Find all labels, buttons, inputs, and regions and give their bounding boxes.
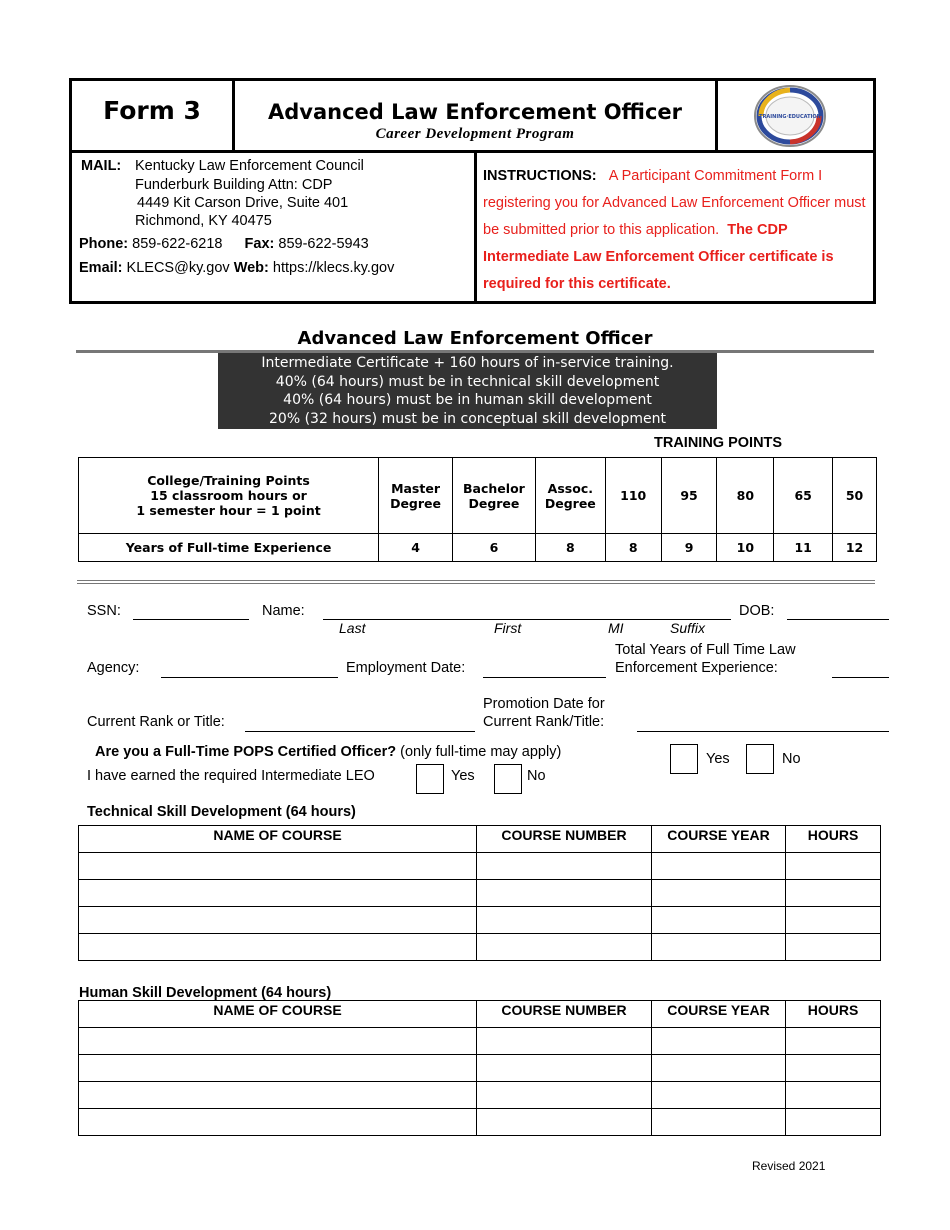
svg-text:TRAINING·EDUCATION: TRAINING·EDUCATION [759,114,821,120]
email-label: Email: [79,260,123,276]
employment-date-label: Employment Date: [346,660,466,676]
table-cell [717,458,774,534]
ssn-field[interactable] [133,619,249,620]
course-number-cell[interactable] [477,907,652,934]
address-line: Kentucky Law Enforcement Council [135,158,364,174]
course-name-cell[interactable] [79,1055,477,1082]
total-years-field[interactable] [832,677,889,678]
table-cell [379,458,453,534]
divider [715,78,718,152]
pops-question-text: Are you a Full-Time POPS Certified Officer? [95,744,397,760]
pops-yes-checkbox[interactable] [670,744,698,774]
divider [77,580,875,584]
course-name-cell[interactable] [79,853,477,880]
divider [474,150,477,304]
technical-section-title: Technical Skill Development (64 hours) [87,804,356,820]
course-name-cell[interactable] [79,907,477,934]
column-header: COURSE NUMBER [477,1001,652,1028]
table-row [79,1109,881,1136]
instructions-text: A Participant Commitment Form I registering you for Advanced Law Enforcement Officer must be submitted prior to this application. [483,168,866,238]
table-cell: Years of Full-time Experience [79,534,379,562]
pops-question-note: (only full-time may apply) [400,744,562,760]
web-label: Web: [233,260,269,276]
training-points-label: TRAINING POINTS [654,435,783,451]
first-name-caption: First [494,620,522,636]
training-points-table [78,457,877,562]
column-header: HOURS [786,1001,881,1028]
table-row [79,880,881,907]
technical-course-table [78,825,881,961]
cell-text: 50 [845,488,864,503]
pops-no-label: No [782,751,801,767]
human-course-table [78,1000,881,1136]
hours-cell[interactable] [786,880,881,907]
cell-text: 110 [620,488,647,503]
cell-text: 95 [680,488,698,503]
divider [69,150,876,153]
revision-note: Revised 2021 [752,1159,826,1173]
hours-cell[interactable] [786,907,881,934]
cell-text: Assoc. [547,480,593,496]
course-name-cell[interactable] [79,1028,477,1055]
table-cell: 9 [661,534,717,562]
phone-row [79,235,369,254]
web-value[interactable]: https://klecs.ky.gov [272,260,395,276]
table-cell: 12 [833,534,877,562]
cell-text: College/Training Points [147,473,310,488]
phone-label: Phone: [79,236,129,252]
cell-text: Degree [390,495,441,511]
agency-label: Agency: [87,660,140,676]
instructions-block [483,163,869,298]
course-number-cell[interactable] [477,853,652,880]
table-header-row [79,826,881,853]
course-year-cell[interactable] [652,1082,786,1109]
leo-no-label: No [527,768,546,784]
leo-yes-checkbox[interactable] [416,764,444,794]
table-cell [452,458,535,534]
leo-question: I have earned the required Intermediate LEO [87,768,375,784]
requirement-line: Intermediate Certificate + 160 hours of in-service training. [261,355,674,371]
course-number-cell[interactable] [477,1082,652,1109]
table-row [79,853,881,880]
cell-text: Master [391,480,440,496]
requirement-line: 20% (32 hours) must be in conceptual skill development [269,410,666,427]
table-cell [535,458,605,534]
pops-no-checkbox[interactable] [746,744,774,774]
agency-field[interactable] [161,677,338,678]
hours-cell[interactable] [786,1055,881,1082]
course-year-cell[interactable] [652,880,786,907]
mail-label: MAIL: [81,158,122,174]
suffix-caption: Suffix [670,620,706,636]
page-subtitle: Career Development Program [375,126,575,142]
course-name-cell[interactable] [79,934,477,961]
table-row [79,534,877,562]
course-year-cell[interactable] [652,934,786,961]
email-value[interactable]: KLECS@ky.gov [126,260,230,276]
rank-field[interactable] [245,731,475,732]
cell-text: Degree [544,495,596,511]
table-cell: 11 [774,534,833,562]
cell-text: 15 classroom hours or [150,488,307,503]
total-years-label: Total Years of Full Time Law [615,642,796,658]
promotion-date-label: Promotion Date for [483,696,605,712]
course-name-cell[interactable] [79,1082,477,1109]
ssn-label: SSN: [87,603,121,619]
column-header: NAME OF COURSE [79,1001,477,1028]
course-year-cell[interactable] [652,907,786,934]
table-cell: 8 [605,534,661,562]
table-row [79,934,881,961]
column-header: COURSE NUMBER [477,826,652,853]
table-cell [79,458,379,534]
address-line: 4449 Kit Carson Drive, Suite 401 [137,195,349,211]
hours-cell[interactable] [786,1082,881,1109]
page-title: Advanced Law Enforcement Officer [267,100,683,124]
pops-question [95,744,561,760]
hours-cell[interactable] [786,934,881,961]
email-row [79,259,394,278]
pops-yes-label: Yes [706,751,730,767]
cell-text: Bachelor [463,480,525,496]
total-years-label: Enforcement Experience: [615,660,778,676]
table-cell [774,458,833,534]
course-year-cell[interactable] [652,1028,786,1055]
requirement-line: 40% (64 hours) must be in technical skill development [275,373,660,390]
course-year-cell[interactable] [652,1109,786,1136]
table-header-row [79,1001,881,1028]
address-line: Funderburk Building Attn: CDP [135,177,333,193]
fax-label: Fax: [244,236,275,252]
middle-initial-caption: MI [608,620,624,636]
hours-cell[interactable] [786,1109,881,1136]
course-name-cell[interactable] [79,1109,477,1136]
name-label: Name: [262,603,305,619]
dob-field[interactable] [787,619,889,620]
address-line: Richmond, KY 40475 [135,213,272,229]
course-year-cell[interactable] [652,1055,786,1082]
form-label: Form 3 [103,96,201,125]
section-title: Advanced Law Enforcement Officer [297,328,653,349]
table-cell [605,458,661,534]
leo-yes-label: Yes [451,768,475,784]
table-row [79,1082,881,1109]
human-section-title: Human Skill Development (64 hours) [79,985,332,1001]
phone-value: 859-622-6218 [132,236,223,252]
table-cell: 4 [379,534,453,562]
cell-text: 1 semester hour = 1 point [136,503,321,518]
requirement-line: 40% (64 hours) must be in human skill development [283,392,652,408]
instructions-label: INSTRUCTIONS: [483,168,597,184]
table-cell [661,458,717,534]
course-number-cell[interactable] [477,880,652,907]
course-year-cell[interactable] [652,853,786,880]
course-name-cell[interactable] [79,880,477,907]
leo-no-checkbox[interactable] [494,764,522,794]
cell-text: Degree [468,495,520,511]
course-number-cell[interactable] [477,1055,652,1082]
course-number-cell[interactable] [477,1028,652,1055]
cell-text: 80 [736,488,755,503]
table-cell: 6 [452,534,535,562]
course-number-cell[interactable] [477,1109,652,1136]
table-cell: 8 [535,534,605,562]
column-header: COURSE YEAR [652,826,786,853]
table-row [79,1028,881,1055]
instructions-emphasis: The CDP Intermediate Law Enforcement Officer certificate is required for this certificate. [483,222,834,292]
table-cell [833,458,877,534]
employment-date-field[interactable] [483,677,606,678]
fax-value: 859-622-5943 [278,236,369,252]
promotion-date-label: Current Rank/Title: [483,714,605,730]
column-header: COURSE YEAR [652,1001,786,1028]
table-row [79,458,877,534]
last-name-caption: Last [339,620,366,636]
rank-label: Current Rank or Title: [87,714,225,730]
dob-label: DOB: [739,603,775,619]
program-seal-logo [752,84,828,148]
table-row [79,907,881,934]
column-header: NAME OF COURSE [79,826,477,853]
table-cell: 10 [717,534,774,562]
table-row [79,1055,881,1082]
promotion-date-field[interactable] [637,731,889,732]
hours-cell[interactable] [786,853,881,880]
column-header: HOURS [786,826,881,853]
cell-text: 65 [794,488,812,503]
course-number-cell[interactable] [477,934,652,961]
hours-cell[interactable] [786,1028,881,1055]
requirements-box [218,353,717,429]
